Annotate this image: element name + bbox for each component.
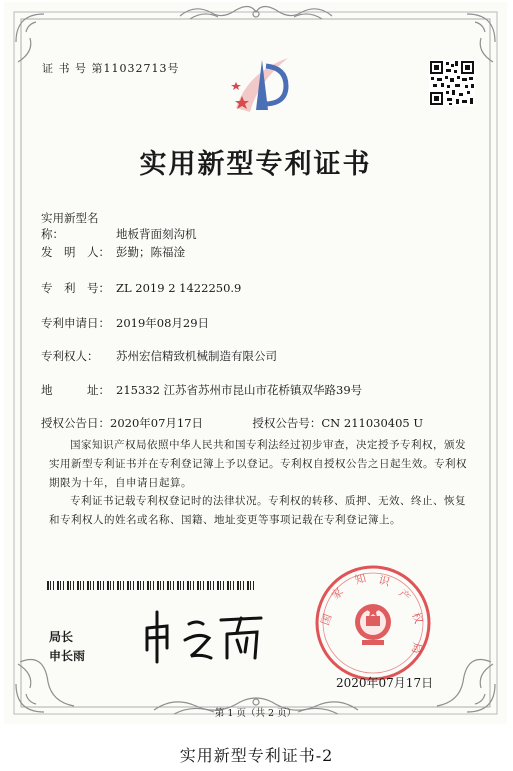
certificate-number: 证 书 号 第11032713号 — [42, 62, 180, 75]
field-value: 215332 江苏省苏州市昆山市花桥镇双华路39号 — [116, 383, 363, 397]
svg-text:权: 权 — [409, 610, 426, 626]
field-value: ZL 2019 2 1422250.9 — [116, 281, 242, 295]
field-grant-info — [41, 415, 423, 431]
qr-code-icon — [429, 60, 475, 106]
field-label: 专利权人： — [41, 349, 99, 363]
grant-statement-paragraph: 国家知识产权局依照中华人民共和国专利法经过初步审查，决定授予专利权，颁发实用新型专利证书并在专利登记簿上予以登记。专利权自授权公告之日起生效。专利权期限为十年，自申请日起算。 — [49, 439, 467, 489]
field-label: 实用新型名称： — [41, 211, 99, 241]
svg-text:识: 识 — [377, 573, 392, 589]
barcode-icon — [47, 581, 259, 590]
field-label: 地 址： — [41, 383, 110, 397]
field-value: 苏州宏信精致机械制造有限公司 — [116, 349, 277, 363]
svg-text:局: 局 — [409, 641, 424, 655]
field-application-date — [41, 315, 209, 331]
field-value: 地板背面刻沟机 — [116, 227, 197, 241]
grant-date-label: 授权公告日： — [41, 416, 110, 430]
image-caption: 实用新型专利证书-2 — [179, 746, 334, 765]
field-label: 发 明 人： — [41, 245, 110, 259]
official-seal-stamp — [314, 564, 432, 682]
svg-text:国: 国 — [318, 612, 335, 628]
grant-date-value: 2020年07月17日 — [110, 416, 204, 430]
signature-name: 申长雨 — [49, 649, 86, 663]
grant-number-label: 授权公告号： — [252, 416, 322, 430]
seal-date: 2020年07月17日 — [336, 676, 434, 690]
field-patent-number — [41, 280, 241, 296]
field-value: 2019年08月29日 — [116, 316, 210, 330]
field-address — [41, 382, 362, 398]
field-utility-model-name — [41, 210, 197, 242]
field-label: 专 利 号： — [41, 281, 110, 295]
svg-text:产: 产 — [395, 586, 413, 604]
field-label: 专利申请日： — [41, 316, 110, 330]
certificate-document — [4, 2, 507, 724]
handwritten-signature — [137, 606, 267, 664]
legal-status-paragraph: 专利证书记载专利权登记时的法律状况。专利权的转移、质押、无效、终止、恢复和专利权人的姓名或名称、国籍、地址变更等事项记载在专利登记簿上。 — [49, 495, 466, 526]
signature-title-director: 局长 — [49, 630, 74, 644]
page-number: 第 1 页（共 2 页） — [214, 708, 297, 719]
svg-text:家: 家 — [328, 585, 346, 603]
grant-number-value: CN 211030405 U — [321, 416, 424, 430]
certificate-title: 实用新型专利证书 — [139, 149, 372, 180]
patent-office-emblem-icon — [228, 52, 292, 118]
field-inventors — [41, 244, 185, 260]
svg-text:知: 知 — [353, 571, 368, 587]
field-patentee — [41, 348, 277, 364]
field-value: 彭勤；陈福淦 — [116, 245, 185, 259]
